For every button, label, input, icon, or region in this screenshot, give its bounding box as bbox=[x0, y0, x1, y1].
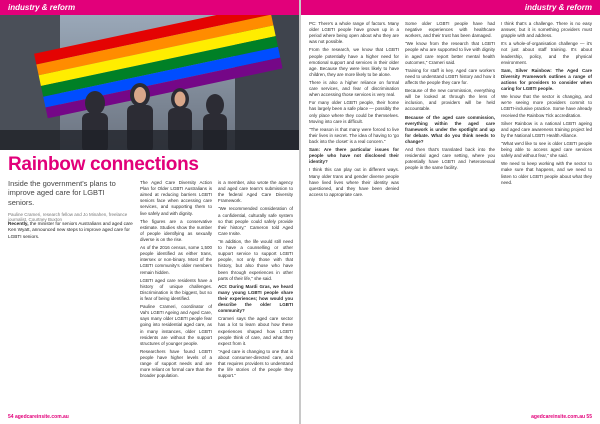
intro-text: the minister for seniors Australians and aged care Ken Wyatt, announced new steps to improve aged care for LGBTI seniors. bbox=[8, 221, 133, 239]
paragraph: It's a whole-of-organisation challenge — it's not just about staff training. It's about leadership, policy, and the physical environment. bbox=[501, 41, 592, 65]
paragraph: Pauline Crameri, coordinator of Val's LGBTI Ageing and Aged Care, says many older LGBTI people fear going into residential aged care, as in many instances, older LGBTI residents are without the support structures of younger people. bbox=[140, 304, 212, 346]
paragraph: I think that's a challenge. There is no easy answer, but it is something providers must grapple with and address. bbox=[501, 21, 592, 39]
paragraph: Researchers have found LGBTI people have higher levels of a range of support needs and are more reliant on formal care than the broader population. bbox=[140, 348, 212, 379]
page-folio: agedcareinsite.com.au 55 bbox=[531, 414, 592, 420]
article-headline: Rainbow connections bbox=[8, 154, 199, 175]
paragraph: Some older LGBTI people have had negative experiences with healthcare workers, and their trust has been damaged. bbox=[405, 21, 495, 39]
paragraph: is a member, also wrote the agency and aged care team's submission to the federal Aged Care Diversity Framework. bbox=[218, 180, 293, 204]
body-column-1 bbox=[140, 180, 212, 416]
paragraph: And then that's translated back into the residential aged care setting, where you potentially have LGBTI and heterosexual people in the same facility. bbox=[405, 147, 495, 171]
right-page bbox=[301, 0, 600, 424]
photo-illustration bbox=[0, 15, 299, 150]
paragraph: "What we'd like to see is older LGBTI people being able to access aged care services safely and without fear," she said. bbox=[501, 140, 592, 159]
paragraph: We know that the sector is changing, and we're seeing more providers commit to LGBTI-inclusive practice. Some have already received the Rainbow Tick accreditation. bbox=[501, 94, 592, 118]
paragraph: I think this can play out in different ways. Many older trans and gender diverse people have lived lives where their identity was questioned, and they have been denied access to appropriate care. bbox=[309, 167, 399, 197]
paragraph: "We know from the research that LGBTI people who are supported to live with dignity in aged care report better mental health outcomes," Crameri said. bbox=[405, 41, 495, 65]
body-column-2 bbox=[218, 180, 293, 416]
paragraph: Crameri says the aged care sector has a lot to learn about how these experiences shaped how LGBTI people think of care, and what they expect from it. bbox=[218, 316, 293, 346]
page-folio: 54 agedcareinsite.com.au bbox=[8, 414, 69, 420]
paragraph: Because of the new commission, everything will be looked at through the lens of inclusion, and providers will be held accountable. bbox=[405, 88, 495, 112]
paragraph: Silver Rainbow is a national LGBTI ageing and aged care awareness training project led by the National LGBTI Health Alliance. bbox=[501, 120, 592, 138]
section-header-bar bbox=[301, 0, 600, 15]
paragraph: "We recommended consideration of a confidential, culturally safe system so that people could safely provide their history," Cameron told Aged Care Insite. bbox=[218, 206, 293, 236]
paragraph: "The reason is that many were forced to live their lives in secret. The idea of having to 'go back into the closet' is a real concern." bbox=[309, 126, 399, 144]
paragraph: PC: There's a whole range of factors. Many older LGBTI people have grown up in a period where being open about who they are was not possible. bbox=[309, 21, 399, 45]
article-standfirst: Inside the government's plans to improve aged care for LGBTI seniors. bbox=[8, 179, 116, 207]
body-column-4 bbox=[405, 21, 495, 409]
interview-question: Because of the aged care commission, everything within the aged care framework is under the spotlight and up for debate. What do you think needs to change? bbox=[405, 114, 495, 144]
interview-question: Sam: Are there particular issues for people who have not disclosed their identity? bbox=[309, 147, 399, 165]
paragraph: For many older LGBTI people, their home has largely been a safe place — possibly the only place where they could be themselves. Moving into care is difficult. bbox=[309, 100, 399, 124]
paragraph: "In addition, the life would still need to have a counselling or other support service to support LGBTI people, not only those with that history, but also those who have been through experiences in other parts of their life," she said. bbox=[218, 238, 293, 281]
left-page bbox=[0, 0, 299, 424]
paragraph: "Aged care is changing to one that is about consumer-directed care, and that requires providers to understand the life stories of the people they support." bbox=[218, 348, 293, 379]
paragraph: The Aged Care Diversity Action Plan for Older LGBTI Australians is aimed at reducing barriers LGBTI seniors face when accessing care services, and supporting them to live safely and with dignity. bbox=[140, 180, 212, 216]
pride-march-photo bbox=[0, 15, 299, 150]
paragraph: There is also a higher reliance on formal care services, and fear of discrimination when accessing those services is very real. bbox=[309, 79, 399, 98]
paragraph: LGBTI aged care residents have a history of unique challenges. Discrimination is the biggest, but so is fear of being identified. bbox=[140, 277, 212, 301]
intro-lead: Recently, bbox=[8, 221, 30, 226]
section-label: industry & reform bbox=[8, 3, 76, 12]
paragraph: Training for staff is key. Aged care workers need to understand LGBTI history and how it affects the people they care for. bbox=[405, 67, 495, 85]
paragraph: Sam, Silver Rainbow: The Aged Care Diversity Framework outlines a range of actions for providers to consider when caring for LGBTI people. bbox=[501, 67, 592, 92]
paragraph: We need to keep working with the sector to make sure that happens, and we need to listen to older LGBTI people about what they need. bbox=[501, 161, 592, 185]
body-column-3 bbox=[309, 21, 399, 409]
article-intro bbox=[8, 221, 133, 240]
paragraph: The figures are a conservative estimate. Studies show the number of people identifying as sexually diverse is on the rise. bbox=[140, 218, 212, 242]
paragraph: As of the 2016 census, some 1,500 people identified as either trans, intersex or non-binary. Most of the LGBTI community's older members remain hidden. bbox=[140, 245, 212, 275]
section-header-bar bbox=[0, 0, 299, 15]
interview-question: ACI: During Mardi Gras, we heard many young LGBTI people share their experiences; how would you describe the older LGBTI community? bbox=[218, 283, 293, 314]
body-column-5 bbox=[501, 21, 592, 409]
section-label: industry & reform bbox=[524, 3, 592, 12]
paragraph: From the research, we know that LGBTI people potentially have a higher need for emotional support and services in their older age. Because they were less likely to have children, they are more likely to be alone. bbox=[309, 47, 399, 77]
article-byline: Pauline Crameri, research fellow and Jo Minahen, freelance journalist, Courtney Buxton bbox=[8, 212, 128, 223]
